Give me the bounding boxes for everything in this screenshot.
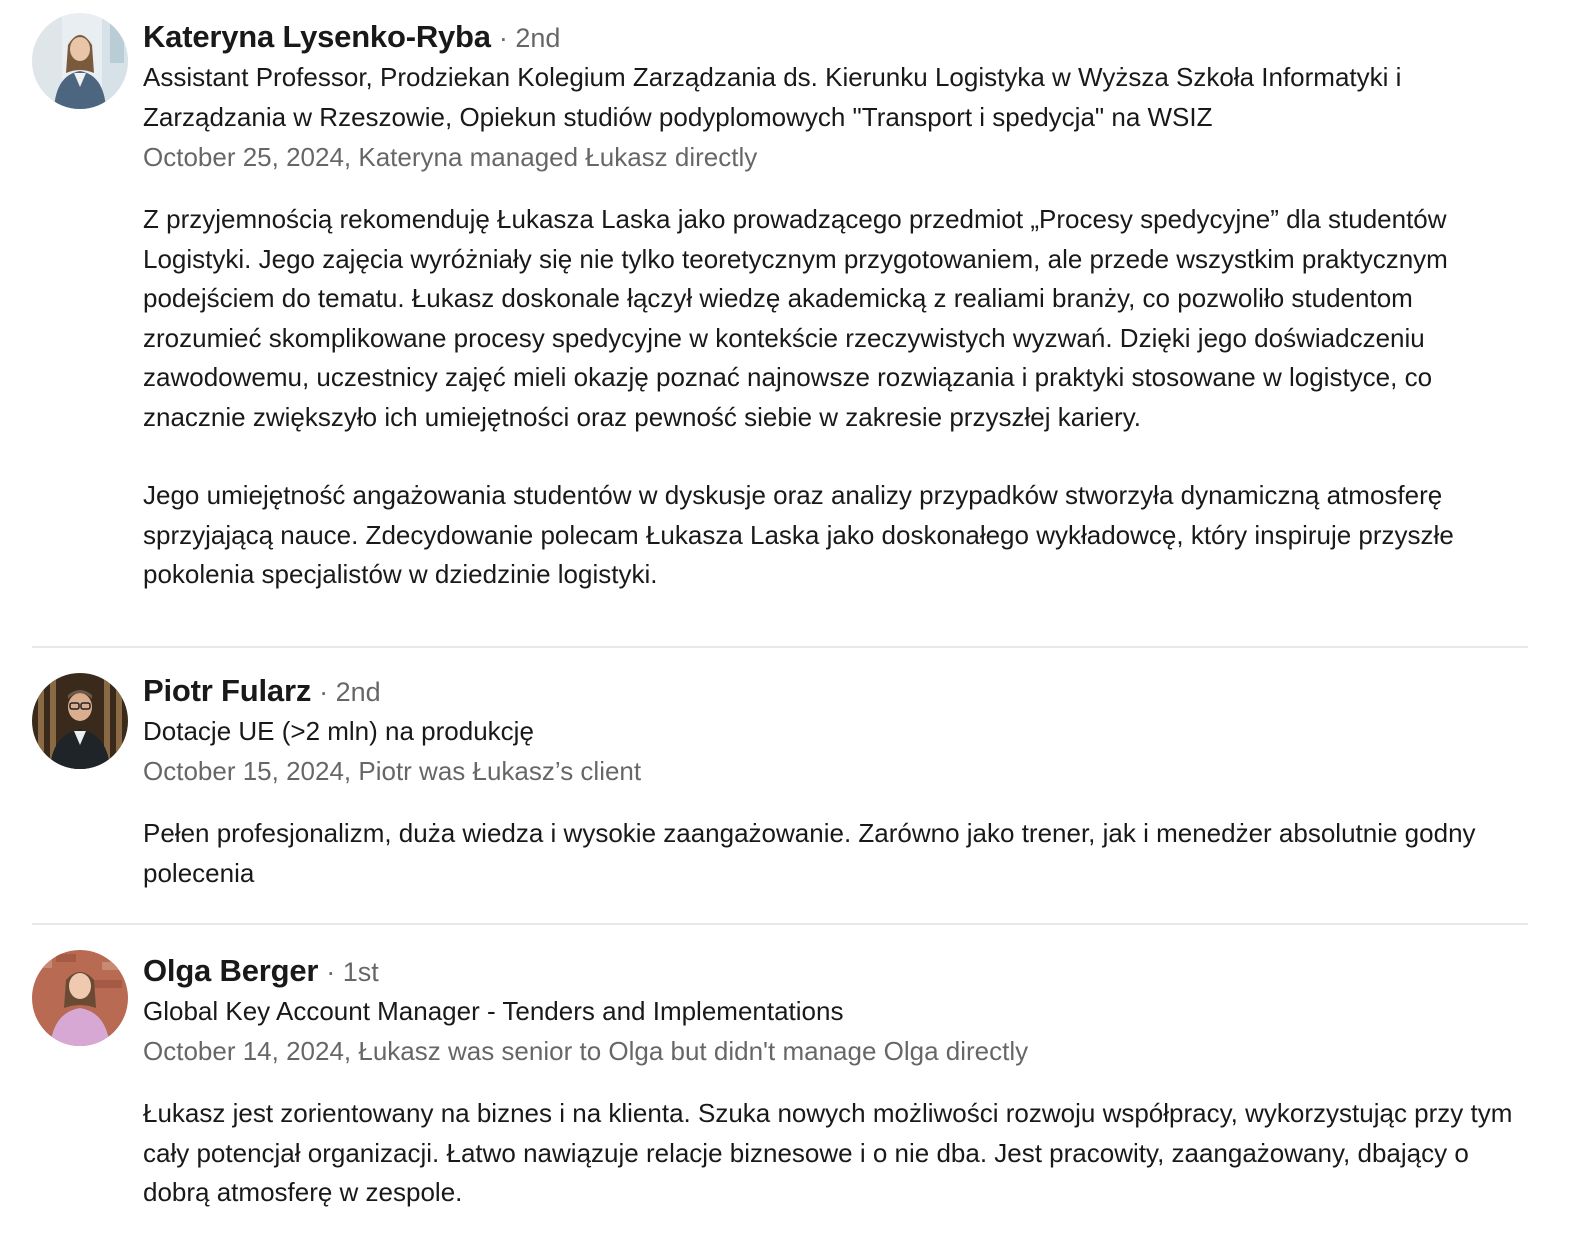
recommendation-content <box>143 671 1528 893</box>
recommender-name[interactable]: Olga Berger <box>143 953 319 988</box>
name-line <box>143 17 1528 57</box>
recommendation-text <box>143 814 1528 893</box>
recommendation-content <box>143 951 1528 1213</box>
recommendation-text <box>143 1094 1528 1213</box>
avatar[interactable] <box>32 13 128 109</box>
connection-degree: · 2nd <box>498 23 561 53</box>
avatar[interactable] <box>32 950 128 1046</box>
recommender-headline: Global Key Account Manager - Tenders and Implementations <box>143 996 844 1026</box>
profile-photo <box>32 13 128 109</box>
recommendation-item <box>32 0 1528 646</box>
recommendation-meta: October 15, 2024, Piotr was Łukasz’s client <box>143 756 642 786</box>
recommendation-content <box>143 17 1528 595</box>
profile-photo <box>32 950 128 1046</box>
recommender-name[interactable]: Kateryna Lysenko-Ryba <box>143 19 491 54</box>
avatar[interactable] <box>32 673 128 769</box>
recommendation-text <box>143 200 1528 595</box>
connection-degree: · 1st <box>326 957 379 987</box>
recommendation-item <box>32 646 1528 923</box>
recommender-name[interactable]: Piotr Fularz <box>143 673 312 708</box>
name-line <box>143 671 1528 711</box>
recommendation-item <box>32 923 1528 1243</box>
recommendation-paragraph: Łukasz jest zorientowany na biznes i na klienta. Szuka nowych możliwości rozwoju współpracy, wykorzystując przy tym cały potencjał organizacji. Łatwo nawiązuje relacje biznesowe i o nie dba. Jest pracowity, zaangażowany, dbający o dobrą atmosferę w zespole. <box>143 1098 1513 1207</box>
recommender-headline: Dotacje UE (>2 mln) na produkcję <box>143 716 534 746</box>
connection-degree: · 2nd <box>319 677 381 707</box>
recommendation-meta: October 25, 2024, Kateryna managed Łukasz directly <box>143 142 758 172</box>
recommendation-paragraph: Pełen profesjonalizm, duża wiedza i wysokie zaangażowanie. Zarówno jako trener, jak i menedżer absolutnie godny polecenia <box>143 818 1476 888</box>
recommendation-meta: October 14, 2024, Łukasz was senior to Olga but didn't manage Olga directly <box>143 1036 1029 1066</box>
recommendation-paragraph: Jego umiejętność angażowania studentów w dyskusje oraz analizy przypadków stworzyła dynamiczną atmosferę sprzyjającą nauce. Zdecydowanie polecam Łukasza Laska jako doskonałego wykładowcę, który inspiruje przyszłe pokolenia specjalistów w dziedzinie logistyki. <box>143 480 1454 589</box>
recommender-headline: Assistant Professor, Prodziekan Kolegium Zarządzania ds. Kierunku Logistyka w Wyższa Szkoła Informatyki i Zarządzania w Rzeszowie, Opiekun studiów podyplomowych "Transport i spedycja" na WSIZ <box>143 62 1402 132</box>
name-line <box>143 951 1528 991</box>
recommendation-paragraph: Z przyjemnością rekomenduję Łukasza Laska jako prowadzącego przedmiot „Procesy spedycyjne” dla studentów Logistyki. Jego zajęcia wyróżniały się nie tylko teoretycznym przygotowaniem, ale przede wszystkim praktycznym podejściem do tematu. Łukasz doskonale łączył wiedzę akademicką z realiami branży, co pozwoliło studentom zrozumieć skomplikowane procesy spedycyjne w kontekście rzeczywistych wyzwań. Dzięki jego doświadczeniu zawodowemu, uczestnicy zajęć mieli okazję poznać najnowsze rozwiązania i praktyki stosowane w logistyce, co znacznie zwiększyło ich umiejętności oraz pewność siebie w zakresie przyszłej kariery. <box>143 204 1448 432</box>
profile-photo <box>32 673 128 769</box>
